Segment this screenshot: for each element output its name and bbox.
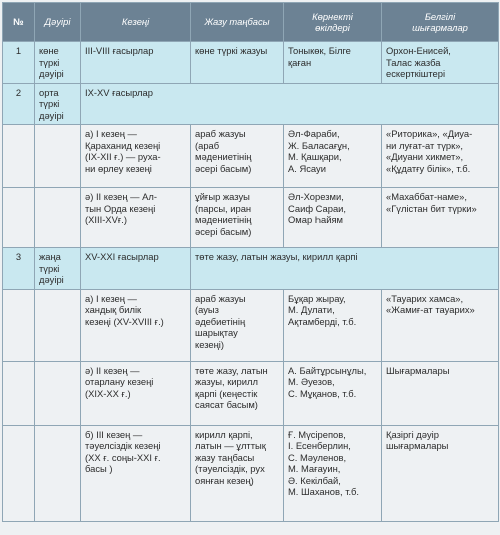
header-works: Белгілі шығармалар bbox=[382, 3, 499, 42]
row-representatives: Әл-Хорезми, Саиф Сараи, Омар Һайям bbox=[284, 188, 382, 248]
row-script: араб жазуы (ауыз әдебиетінің шарықтау кезеңі) bbox=[191, 289, 284, 361]
row-script: төте жазу, латын жазуы, кирилл қарпі (кеңестік саясат басым) bbox=[191, 361, 284, 425]
row-num: 3 bbox=[3, 248, 35, 290]
row-num: 1 bbox=[3, 42, 35, 84]
row-script: төте жазу, латын жазуы, кирилл қарпі bbox=[191, 248, 499, 290]
row-works: Шығармалары bbox=[382, 361, 499, 425]
row-stage: а) І кезең — хандық билік кезеңі (XV-XVIII ғ.) bbox=[81, 289, 191, 361]
table-row bbox=[3, 188, 499, 248]
table-row bbox=[3, 289, 499, 361]
header-script: Жазу таңбасы bbox=[191, 3, 284, 42]
row-script: кирилл қарпі, латын — ұлттық жазу таңбасы (тәуелсіздік, рух оянған кезең) bbox=[191, 425, 284, 521]
table-row bbox=[3, 248, 499, 290]
literature-periods-table bbox=[2, 2, 499, 522]
row-works: Қазіргі дәуір шығармалары bbox=[382, 425, 499, 521]
row-num: 2 bbox=[3, 83, 35, 125]
table-row bbox=[3, 425, 499, 521]
row-works: Орхон-Енисей, Талас жазба ескерткіштері bbox=[382, 42, 499, 84]
row-stage: IX-XV ғасырлар bbox=[81, 83, 499, 125]
row-script: араб жазуы (араб мәдениетінің әсері басым) bbox=[191, 125, 284, 188]
table-row bbox=[3, 83, 499, 125]
row-stage: III-VIII ғасырлар bbox=[81, 42, 191, 84]
row-era: жаңа түркі дәуірі bbox=[35, 248, 81, 290]
row-representatives: А. Байтұрсынұлы, М. Әуезов, С. Мұқанов, т.б. bbox=[284, 361, 382, 425]
row-representatives: Бұқар жырау, М. Дулати, Ақтамберді, т.б. bbox=[284, 289, 382, 361]
header-representatives: Көрнекті өкілдері bbox=[284, 3, 382, 42]
header-era: Дәуірі bbox=[35, 3, 81, 42]
row-script: ұйғыр жазуы (парсы, иран мәдениетінің әсері басым) bbox=[191, 188, 284, 248]
table-row bbox=[3, 361, 499, 425]
row-stage: XV-XXI ғасырлар bbox=[81, 248, 191, 290]
row-stage: а) І кезең — Қараханид кезеңі (IX-XII ғ.) — руха- ни өрлеу кезеңі bbox=[81, 125, 191, 188]
row-works: «Тауарих хамса», «Жамиғ-ат тауарих» bbox=[382, 289, 499, 361]
header-num: № bbox=[3, 3, 35, 42]
row-script: көне түркі жазуы bbox=[191, 42, 284, 84]
row-representatives: Ғ. Мүсірепов, І. Есенберлин, С. Мәуленов, М. Мағауин, Ә. Кекілбай, М. Шаханов, т.б. bbox=[284, 425, 382, 521]
header-stage: Кезеңі bbox=[81, 3, 191, 42]
row-representatives: Тоныкөк, Білге қаған bbox=[284, 42, 382, 84]
table-row bbox=[3, 125, 499, 188]
row-representatives: Әл-Фараби, Ж. Баласағұн, М. Қашқари, А. Ясауи bbox=[284, 125, 382, 188]
header-row bbox=[3, 3, 499, 42]
row-stage: ә) ІІ кезең — отарлану кезеңі (XIX-XX ғ.) bbox=[81, 361, 191, 425]
row-era: орта түркі дәуірі bbox=[35, 83, 81, 125]
table-row bbox=[3, 42, 499, 84]
row-works: «Махаббат-наме», «Гүлістан бит түрки» bbox=[382, 188, 499, 248]
row-stage: ә) ІІ кезең — Ал- тын Орда кезеңі (XIII-XVғ.) bbox=[81, 188, 191, 248]
row-stage: б) ІІІ кезең — тәуелсіздік кезеңі (XX ғ. соңы-XXI ғ. басы ) bbox=[81, 425, 191, 521]
row-era: көне түркі дәуірі bbox=[35, 42, 81, 84]
row-works: «Риторика», «Диуа- ни луғат-ат түрк», «Диуани хикмет», «Құдатғу білік», т.б. bbox=[382, 125, 499, 188]
